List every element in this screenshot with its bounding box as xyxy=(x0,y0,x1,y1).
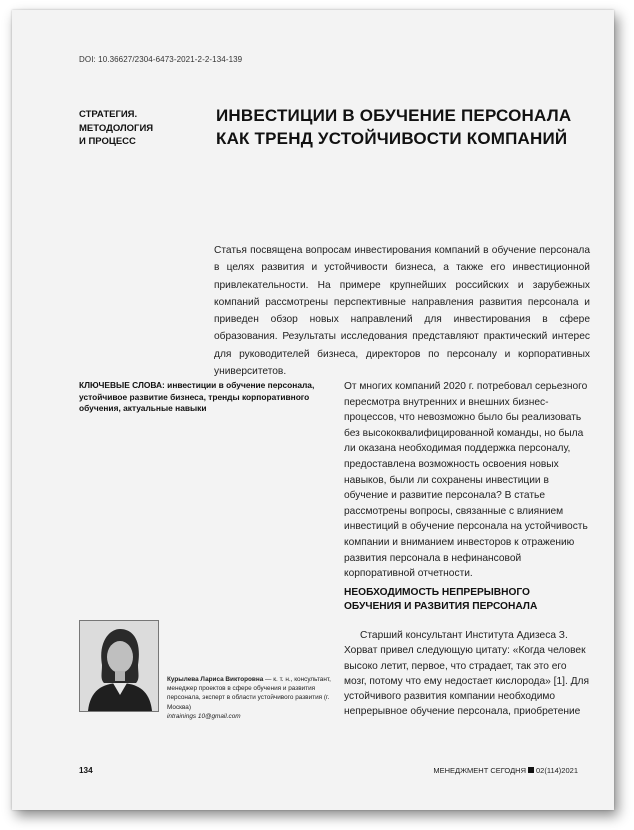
section-label-line: МЕТОДОЛОГИЯ xyxy=(79,122,154,134)
section-label-line: И ПРОЦЕСС xyxy=(79,136,136,147)
abstract-text: Статья посвящена вопросам инвестирования компаний в обучение персонала в целях развития и устойчивости бизнеса, а также его инвестиционной привлекательности. На примере крупнейших российских и зарубежных компаний рассмотрены перспективные направления развития персонала и приведен обзор новых направлений для инвестирования в сфере образования. Результаты исследования представляют практический интерес для руководителей бизнеса, директоров по персоналу и корпоративных университетов. xyxy=(214,245,590,378)
keywords-block xyxy=(79,380,331,415)
author-description: — к. т. н., консультант, менеджер проектов в сфере обучения и развития персонала, эксперт в области устойчивого развития (г. Москва) xyxy=(167,676,331,711)
keywords-label: КЛЮЧЕВЫЕ СЛОВА: xyxy=(79,380,165,390)
square-separator-icon xyxy=(528,767,534,773)
section-heading: НЕОБХОДИМОСТЬ НЕПРЕРЫВНОГО ОБУЧЕНИЯ И РАЗВИТИЯ ПЕРСОНАЛА xyxy=(344,587,538,612)
intro-paragraph xyxy=(344,379,590,582)
section-label xyxy=(79,108,153,149)
author-name: Курылева Лариса Викторовна xyxy=(167,676,264,683)
author-portrait-image xyxy=(80,621,158,711)
journal-issue: 02(114)2021 xyxy=(536,766,578,775)
article-title xyxy=(216,104,576,150)
article-title-line: ИНВЕСТИЦИИ В ОБУЧЕНИЕ ПЕРСОНАЛА xyxy=(216,106,572,125)
page-number: 134 xyxy=(79,766,93,775)
abstract xyxy=(214,242,590,380)
article-title-line: КАК ТРЕНД УСТОЙЧИВОСТИ КОМПАНИЙ xyxy=(216,129,568,148)
author-info xyxy=(167,675,337,721)
journal-page xyxy=(12,10,614,810)
doi-line: DOI: 10.36627/2304-6473-2021-2-2-134-139 xyxy=(79,55,243,64)
journal-footer xyxy=(433,766,578,775)
journal-name: МЕНЕДЖМЕНТ СЕГОДНЯ xyxy=(433,766,527,775)
author-photo xyxy=(79,620,159,712)
body-paragraph xyxy=(344,628,590,720)
intro-text: От многих компаний 2020 г. потребовал серьезного пересмотра внутренних и внешних бизнес-процессов, что невозможно было бы реализовать без высококвалифицированной команды, но была ли оказана необходимая поддержка персоналу, предоставлена возможность освоения новых навыков, были ли сохранены инвестиции в обучение и развитие персонала? В статье рассмотрены вопросы, связанные с влиянием инвестиций в обучение персонала на устойчивость компании и вниманием инвесторов к отражению развития персонала в нефинансовой корпоративной отчетности. xyxy=(344,381,588,580)
section-label-line: СТРАТЕГИЯ. xyxy=(79,109,138,120)
body-text: Старший консультант Института Адизеса З. Хорват привел следующую цитату: «Когда человек высоко летит, первое, что страдает, так это его мозг, потому что ему недостает кислорода» [1]. Для устойчивого развития компании необходимо непрерывное обучение персонала, приобретение xyxy=(344,630,589,718)
author-email: intrainings 10@gmail.com xyxy=(167,712,241,720)
keywords-text: инвестиции в обучение персонала, устойчивое развитие бизнеса, тренды корпоративного обучения, актуальные навыки xyxy=(79,380,315,413)
